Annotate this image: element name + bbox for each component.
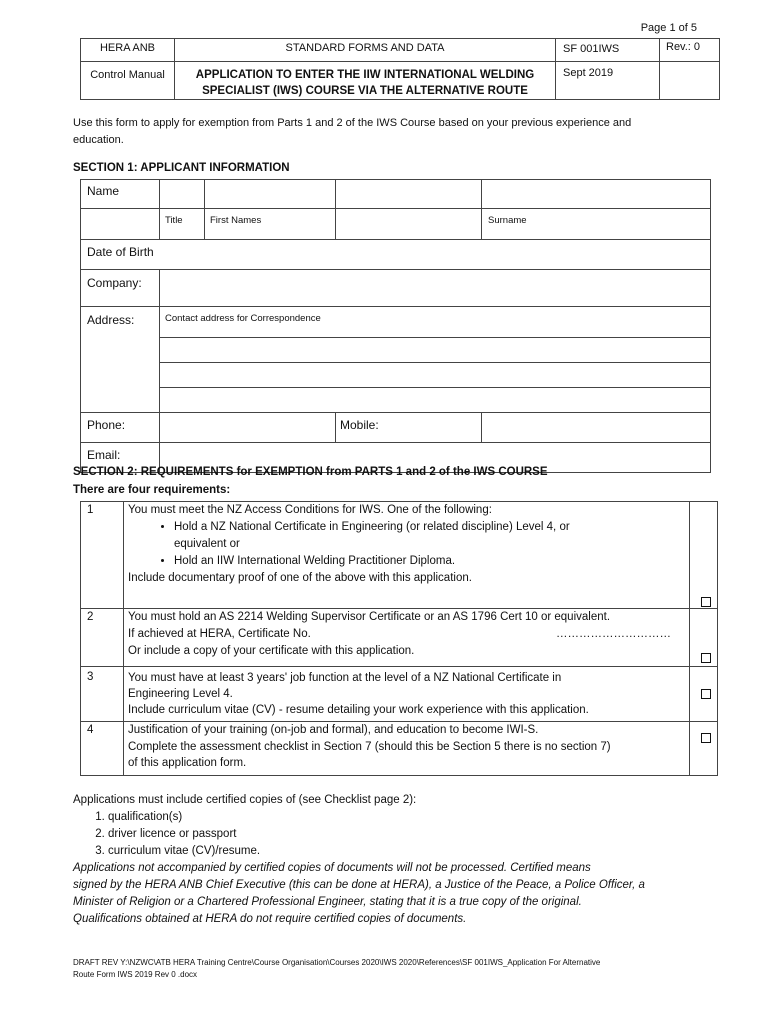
- intro-text: [73, 115, 693, 149]
- req3-line-2: Engineering Level 4.: [128, 688, 233, 700]
- requirement-text: [124, 722, 690, 776]
- doc-type: STANDARD FORMS AND DATA: [175, 39, 556, 62]
- certification-note-4: Qualifications obtained at HERA do not require certified copies of documents.: [73, 913, 467, 925]
- certification-note-3: Minister of Religion or a Chartered Professional Engineer, stating that it is a true copy of the original.: [73, 896, 582, 908]
- req1-line-1: You must meet the NZ Access Conditions for IWS. One of the following:: [128, 504, 492, 516]
- requirements-table: [80, 501, 718, 776]
- document-footer: [73, 957, 713, 981]
- req2-line-1: You must hold an AS 2214 Welding Supervisor Certificate or an AS 1796 Cert 10 or equivalent.: [128, 611, 611, 623]
- requirement-number: 3: [81, 667, 124, 722]
- form-title: [175, 62, 556, 100]
- requirement-text: [124, 502, 690, 609]
- req3-checkbox[interactable]: [701, 689, 711, 699]
- title-label: Title: [160, 209, 205, 240]
- req2-checkbox-cell: [690, 609, 718, 667]
- req4-line-3: of this application form.: [128, 757, 247, 769]
- intro-line-2: education.: [73, 134, 124, 146]
- name-spacer: [81, 209, 160, 240]
- dob-field[interactable]: [81, 240, 711, 270]
- form-title-line-2: SPECIALIST (IWS) COURSE VIA THE ALTERNATIVE ROUTE: [202, 85, 528, 97]
- req1-line-last: Include documentary proof of one of the above with this application.: [128, 572, 472, 584]
- req4-checkbox-cell: [690, 722, 718, 776]
- requirement-row-4: [81, 722, 718, 776]
- manual-name: Control Manual: [81, 62, 175, 100]
- address-line-2[interactable]: [160, 338, 711, 363]
- address-hint: Contact address for Correspondence: [165, 313, 321, 324]
- revision: Rev.: 0: [660, 39, 720, 62]
- first-names-field-2[interactable]: [336, 180, 482, 209]
- surname-field[interactable]: [482, 180, 711, 209]
- requirement-number: 1: [81, 502, 124, 609]
- page-number: Page 1 of 5: [640, 22, 697, 34]
- applicant-info-table: [80, 179, 711, 473]
- intro-line-1: Use this form to apply for exemption from Parts 1 and 2 of the IWS Course based on your previous experience and: [73, 117, 632, 129]
- footer-path-line-1: DRAFT REV Y:\NZWC\ATB HERA Training Centre\Course Organisation\Courses 2020\IWS 2020\References\SF 001IWS_Application For Alternative: [73, 958, 601, 967]
- phone-label: Phone:: [81, 413, 160, 443]
- surname-label: Surname: [482, 209, 711, 240]
- first-names-field[interactable]: [205, 180, 336, 209]
- required-documents-list: [73, 809, 713, 860]
- list-item: 1. qualification(s): [108, 809, 713, 826]
- req4-line-2: Complete the assessment checklist in Section 7 (should this be Section 5 there is no section 7): [128, 740, 611, 753]
- company-field[interactable]: [160, 270, 711, 307]
- title-field[interactable]: [160, 180, 205, 209]
- req1-bullet-2: • Hold an IIW International Welding Practitioner Diploma.: [174, 553, 689, 570]
- certificate-number-field[interactable]: …………………………: [556, 628, 671, 640]
- mobile-field[interactable]: [482, 413, 711, 443]
- req2-line-3: Or include a copy of your certificate with this application.: [128, 645, 415, 657]
- address-line-3[interactable]: [160, 363, 711, 388]
- certification-note-2: signed by the HERA ANB Chief Executive (this can be done at HERA), a Justice of the Peace, a Police Officer, a: [73, 879, 645, 891]
- req1-bullet-1-cont: equivalent or: [174, 538, 240, 550]
- revision-blank: [660, 62, 720, 100]
- req4-line-1: Justification of your training (on-job and formal), and education to become IWI-S.: [128, 724, 539, 736]
- address-line-4[interactable]: [160, 388, 711, 413]
- address-label: Address:: [81, 307, 160, 413]
- req1-checkbox[interactable]: [701, 597, 711, 607]
- req3-checkbox-cell: [690, 667, 718, 722]
- list-item: 2. driver licence or passport: [108, 826, 713, 843]
- address-line-1[interactable]: [160, 307, 711, 338]
- phone-field[interactable]: [160, 413, 336, 443]
- requirement-number: 4: [81, 722, 124, 776]
- mobile-label: Mobile:: [336, 413, 482, 443]
- requirement-text: [124, 667, 690, 722]
- dob-label: Date of Birth: [87, 245, 154, 259]
- req3-line-1: You must have at least 3 years' job function at the level of a NZ National Certificate in: [128, 672, 562, 684]
- email-label: Email:: [81, 443, 160, 473]
- req1-checkbox-cell: [690, 502, 718, 609]
- document-header: [80, 38, 720, 100]
- section1-heading: SECTION 1: APPLICANT INFORMATION: [73, 162, 290, 174]
- first-names-label: First Names: [205, 209, 336, 240]
- form-code: SF 001IWS: [556, 39, 660, 62]
- requirement-row-1: [81, 502, 718, 609]
- requirement-row-3: [81, 667, 718, 722]
- applications-note: [73, 792, 713, 928]
- footer-path-line-2: Route Form IWS 2019 Rev 0 .docx: [73, 970, 198, 979]
- applications-intro: Applications must include certified copies of (see Checklist page 2):: [73, 794, 417, 806]
- req3-line-3: Include curriculum vitae (CV) - resume detailing your work experience with this application.: [128, 704, 589, 716]
- req1-bullet-1: • Hold a NZ National Certificate in Engineering (or related discipline) Level 4, or: [174, 521, 570, 533]
- list-item: 3. curriculum vitae (CV)/resume.: [108, 843, 713, 860]
- requirement-number: 2: [81, 609, 124, 667]
- requirement-row-2: [81, 609, 718, 667]
- section2-subheading: There are four requirements:: [73, 484, 231, 496]
- req2-line-2: If achieved at HERA, Certificate No.: [128, 628, 311, 640]
- requirement-text: [124, 609, 690, 667]
- req1-bullets: [128, 519, 689, 570]
- first-names-spacer: [336, 209, 482, 240]
- req2-checkbox[interactable]: [701, 653, 711, 663]
- org-name: HERA ANB: [81, 39, 175, 62]
- company-label: Company:: [81, 270, 160, 307]
- req4-checkbox[interactable]: [701, 733, 711, 743]
- certification-note-1: Applications not accompanied by certified copies of documents will not be processed. Certified means: [73, 862, 591, 874]
- name-label: Name: [81, 180, 160, 209]
- section2-heading: SECTION 2: REQUIREMENTS for EXEMPTION from PARTS 1 and 2 of the IWS COURSE: [73, 466, 548, 478]
- form-date: Sept 2019: [556, 62, 660, 100]
- form-title-line-1: APPLICATION TO ENTER THE IIW INTERNATIONAL WELDING: [195, 69, 535, 81]
